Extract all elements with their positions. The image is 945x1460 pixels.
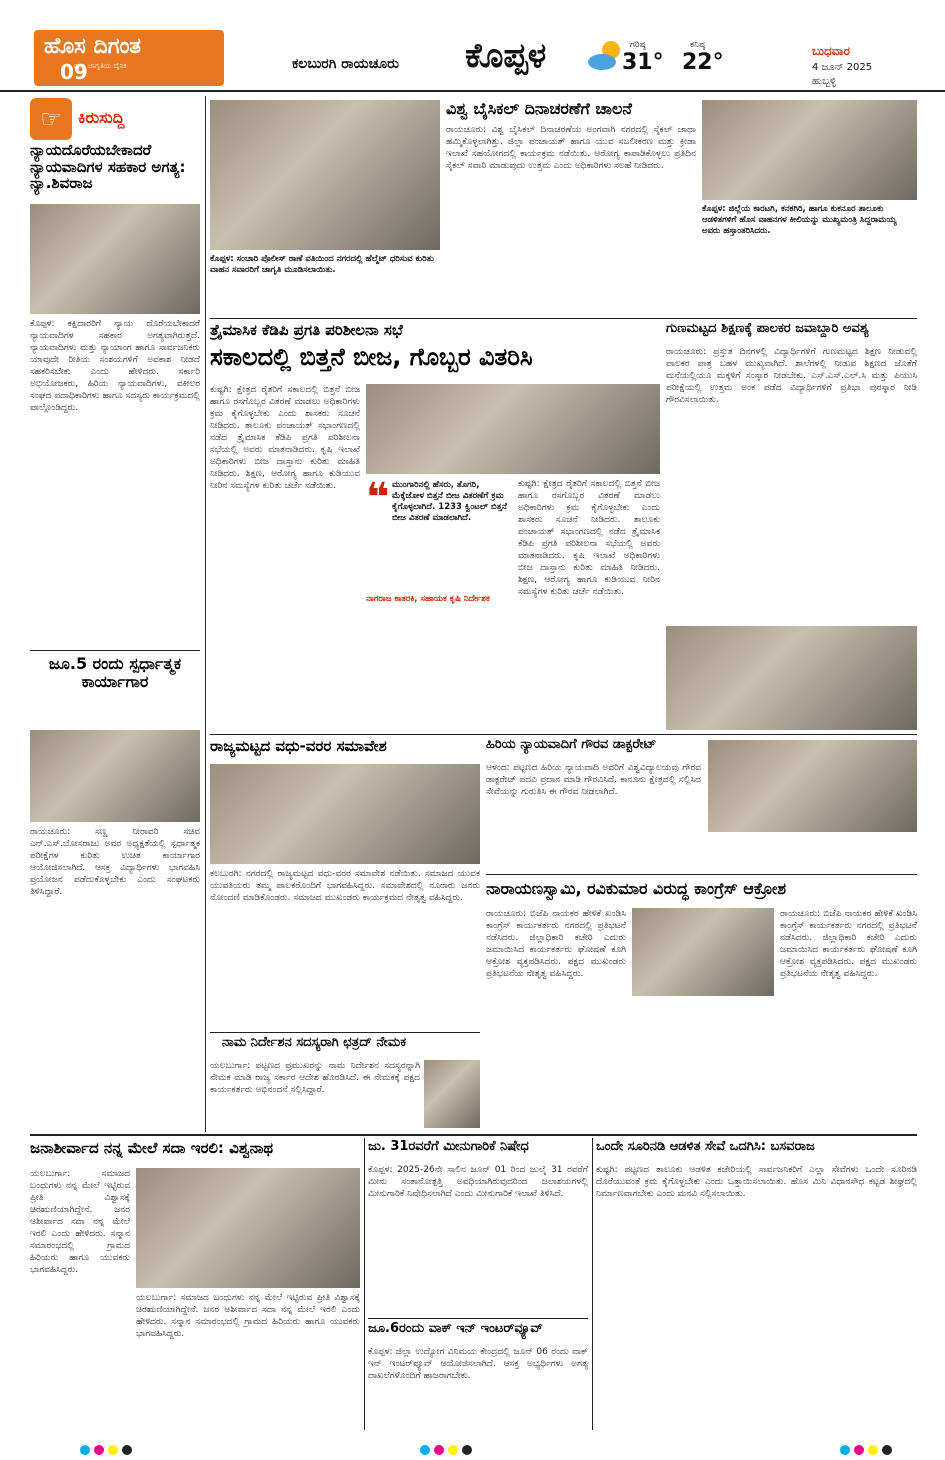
column-rule [205, 96, 206, 1132]
column-rule [592, 1138, 593, 1430]
admin-service-body: ಕುಷ್ಟಗಿ: ಪಟ್ಟಣದ ತಾಲೂಕು ಆಡಳಿತ ಕಚೇರಿಯಲ್ಲಿ ಸಾರ್ವಜನಿಕರಿಗೆ ಎಲ್ಲಾ ಸೇವೆಗಳು ಒಂದೇ ಸೂರಿನಡಿ ದೊರೆಯುವಂತೆ ಕ್ರಮ ಕೈಗೊಳ್ಳಬೇಕು ಎಂದು ಒತ್ತಾಯಿಸಲಾಯಿತು. ಹೊಸ ಮಿನಿ ವಿಧಾನಸೌಧ ಕಟ್ಟಡ ಶೀಘ್ರದಲ್ಲಿ ನಿರ್ಮಾಣವಾಗಬೇಕು ಎಂದು ಮನವಿ ಸಲ್ಲಿಸಲಾಯಿತು. [596, 1165, 917, 1199]
temp-max: 31° [622, 50, 664, 75]
vehicle-handover-photo [702, 100, 917, 200]
felicitation-event-photo [136, 1168, 360, 1288]
walkin-headline: ಜೂ.6ರಂದು ವಾಕ್ ಇನ್ ಇಂಟರ್‌ವ್ಯೂವ್ [368, 1322, 543, 1336]
fishing-ban-headline: ಜು. 31ರವರೆಗೆ ಮೀನುಗಾರಿಕೆ ನಿಷೇಧ [368, 1140, 529, 1154]
cycle-day-headline: ವಿಶ್ವ ಬೈಸಿಕಲ್ ದಿನಾಚರಣೆಗೆ ಚಾಲನೆ [446, 100, 632, 118]
admin-service-headline: ಒಂದೇ ಸೂರಿನಡಿ ಆಡಳಿತ ಸೇವೆ ಒದಗಿಸಿ: ಬಸವರಾಜ [596, 1140, 815, 1154]
print-registration-marks [840, 1440, 896, 1459]
main-body-col2: ಕುಷ್ಟಗಿ: ಕ್ಷೇತ್ರದ ರೈತರಿಗೆ ಸಕಾಲದಲ್ಲಿ ಬಿತ್ತನೆ ಬೀಜ ಹಾಗೂ ರಸಗೊಬ್ಬರ ವಿತರಣೆ ಮಾಡಲು ಅಧಿಕಾರಿಗಳು ಕ್ರಮ ಕೈಗೊಳ್ಳಬೇಕು ಎಂದು ಶಾಸಕರು ಸೂಚನೆ ನೀಡಿದರು. ತಾಲೂಕು ಪಂಚಾಯತ್ ಸಭಾಂಗಣದಲ್ಲಿ ನಡೆದ ತ್ರೈಮಾಸಿಕ ಕೆಡಿಪಿ ಪ್ರಗತಿ ಪರಿಶೀಲನಾ ಸಭೆಯಲ್ಲಿ ಅವರು ಮಾತನಾಡಿದರು. ಕೃಷಿ ಇಲಾಖೆ ಅಧಿಕಾರಿಗಳು ಬೀಜ ದಾಸ್ತಾನು ಕುರಿತು ಮಾಹಿತಿ ನೀಡಿದರು. ಶಿಕ್ಷಣ, ಆರೋಗ್ಯ ಹಾಗೂ ಕುಡಿಯುವ ನೀರಿನ ಸಮಸ್ಯೆಗಳ ಕುರಿತು ಚರ್ಚೆ ನಡೆಯಿತು. [518, 479, 660, 597]
main-quote-by: ನಾಗರಾಜ ಕಾತರಕಿ, ಸಹಾಯಕ ಕೃಷಿ ನಿರ್ದೇಶಕ [366, 594, 490, 604]
divider [486, 874, 917, 875]
main-quote: ಮುಂಗಾರಿನಲ್ಲಿ ಹೆಸರು, ತೊಗರಿ, ಮೆಕ್ಕೆಜೋಳ ಬಿತ್ತನೆ ಬೀಜ ವಿತರಣೆಗೆ ಕ್ರಮ ಕೈಗೊಳ್ಳಲಾಗಿದೆ. 1233 ಕ್ವಿಂಟಲ್ ಬಿತ್ತನೆ ಬೀಜ ವಿತರಣೆ ಮಾಡಲಾಗಿದೆ. [392, 480, 507, 523]
partly-cloudy-icon [585, 38, 625, 72]
doctorate-headline: ಹಿರಿಯ ನ್ಯಾಯವಾದಿಗೆ ಗೌರವ ಡಾಕ್ಟರೇಟ್ [486, 738, 657, 752]
edition-cities: ಕಲಬುರಗಿ ರಾಯಚೂರು [292, 56, 399, 72]
main-body-col1: ಕುಷ್ಟಗಿ: ಕ್ಷೇತ್ರದ ರೈತರಿಗೆ ಸಕಾಲದಲ್ಲಿ ಬಿತ್ತನೆ ಬೀಜ ಹಾಗೂ ರಸಗೊಬ್ಬರ ವಿತರಣೆ ಮಾಡಲು ಅಧಿಕಾರಿಗಳು ಕ್ರಮ ಕೈಗೊಳ್ಳಬೇಕು ಎಂದು ಶಾಸಕರು ಸೂಚನೆ ನೀಡಿದರು. ತಾಲೂಕು ಪಂಚಾಯತ್ ಸಭಾಂಗಣದಲ್ಲಿ ನಡೆದ ತ್ರೈಮಾಸಿಕ ಕೆಡಿಪಿ ಪ್ರಗತಿ ಪರಿಶೀಲನಾ ಸಭೆಯಲ್ಲಿ ಅವರು ಮಾತನಾಡಿದರು. ಕೃಷಿ ಇಲಾಖೆ ಅಧಿಕಾರಿಗಳು ಬೀಜ ದಾಸ್ತಾನು ಕುರಿತು ಮಾಹಿತಿ ನೀಡಿದರು. ಶಿಕ್ಷಣ, ಆರೋಗ್ಯ ಹಾಗೂ ಕುಡಿಯುವ ನೀರಿನ ಸಮಸ್ಯೆಗಳ ಕುರಿತು ಚರ್ಚೆ ನಡೆಯಿತು. [210, 385, 360, 491]
kdp-meeting-photo [366, 384, 660, 474]
quote-icon: ❝ [366, 475, 390, 521]
print-registration-marks [80, 1440, 136, 1459]
education-headline: ಗುಣಮಟ್ಟದ ಶಿಕ್ಷಣಕ್ಕೆ ಪಾಲಕರ ಜವಾಬ್ದಾರಿ ಅವಶ್ಯ [666, 322, 869, 336]
blessing-body-col1: ಯಲಬುರ್ಗಾ: ಸಮಾಜದ ಬಂಧುಗಳು ನನ್ನ ಮೇಲೆ ಇಟ್ಟಿರುವ ಪ್ರೀತಿ ವಿಶ್ವಾಸಕ್ಕೆ ಚಿರಋಣಿಯಾಗಿದ್ದೇನೆ. ಜನರ ಆಶೀರ್ವಾದ ಸದಾ ನನ್ನ ಮೇಲೆ ಇರಲಿ ಎಂದು ಹೇಳಿದರು. ಸನ್ಮಾನ ಸಮಾರಂಭದಲ್ಲಿ ಗ್ರಾಮದ ಹಿರಿಯರು ಹಾಗೂ ಯುವಕರು ಭಾಗವಹಿಸಿದ್ದರು. [30, 1169, 130, 1275]
cycle-day-body: ರಾಯಚೂರು: ವಿಶ್ವ ಬೈಸಿಕಲ್ ದಿನಾಚರಣೆಯ ಅಂಗವಾಗಿ ನಗರದಲ್ಲಿ ಸೈಕಲ್ ಜಾಥಾ ಹಮ್ಮಿಕೊಳ್ಳಲಾಗಿತ್ತು. ಜಿಲ್ಲಾ ಪಂಚಾಯತ್ ಹಾಗೂ ಯುವ ಸಬಲೀಕರಣ ಮತ್ತು ಕ್ರೀಡಾ ಇಲಾಖೆ ಸಹಯೋಗದಲ್ಲಿ ಕಾರ್ಯಕ್ರಮ ನಡೆಯಿತು. ಆರೋಗ್ಯ ಕಾಪಾಡಿಕೊಳ್ಳಲು ಪ್ರತಿದಿನ ಸೈಕಲ್ ಸವಾರಿ ಮಾಡುವುದು ಉತ್ತಮ ಎಂದು ಅಧಿಕಾರಿಗಳು ಸಲಹೆ ನೀಡಿದರು. [446, 125, 696, 171]
main-kicker: ತ್ರೈಮಾಸಿಕ ಕೆಡಿಪಿ ಪ್ರಗತಿ ಪರಿಶೀಲನಾ ಸಭೆ [210, 322, 403, 339]
walkin-body: ಕೊಪ್ಪಳ: ಜಿಲ್ಲಾ ಉದ್ಯೋಗ ವಿನಿಮಯ ಕೇಂದ್ರದಲ್ಲಿ ಜೂನ್ 06 ರಂದು ವಾಕ್ ಇನ್ ಇಂಟರ್‌ವ್ಯೂವ್ ಆಯೋಜಿಸಲಾಗಿದೆ. ಆಸಕ್ತ ಅಭ್ಯರ್ಥಿಗಳು ಅಗತ್ಯ ದಾಖಲೆಗಳೊಂದಿಗೆ ಹಾಜರಾಗಬೇಕು. [368, 1347, 588, 1381]
blessing-body-col2: ಯಲಬುರ್ಗಾ: ಸಮಾಜದ ಬಂಧುಗಳು ನನ್ನ ಮೇಲೆ ಇಟ್ಟಿರುವ ಪ್ರೀತಿ ವಿಶ್ವಾಸಕ್ಕೆ ಚಿರಋಣಿಯಾಗಿದ್ದೇನೆ. ಜನರ ಆಶೀರ್ವಾದ ಸದಾ ನನ್ನ ಮೇಲೆ ಇರಲಿ ಎಂದು ಹೇಳಿದರು. ಸನ್ಮಾನ ಸಮಾರಂಭದಲ್ಲಿ ಗ್ರಾಮದ ಹಿರಿಯರು ಹಾಗೂ ಯುವಕರು ಭಾಗವಹಿಸಿದ್ದರು. [136, 1293, 360, 1339]
left-story1-headline: ನ್ಯಾಯದೊರೆಯಬೇಕಾದರೆ ನ್ಯಾಯವಾದಿಗಳ ಸಹಕಾರ ಅಗತ್ಯ: ನ್ಯಾ.ಶಿವರಾಜ [30, 142, 186, 192]
left-story1-body: ಕೊಪ್ಪಳ: ಕಕ್ಷಿದಾರರಿಗೆ ನ್ಯಾಯ ದೊರೆಯಬೇಕಾದರೆ ನ್ಯಾಯವಾದಿಗಳ ಸಹಕಾರ ಅಗತ್ಯವಾಗಿರುತ್ತದೆ. ನ್ಯಾಯವಾದಿಗಳು ಮತ್ತು ನ್ಯಾಯಾಂಗ ಹಾಗೂ ಸಾರ್ವಜನಿಕರು ಯಾವುದೇ ರೀತಿಯ ಸಂಶಯಗಳಿಗೆ ಅವಕಾಶ ನೀಡದೆ ಸಹಕರಿಸಬೇಕು ಎಂದು ಹೇಳಿದರು. ಸರ್ಕಾರಿ ಅಭಿಯೋಜಕರು, ಹಿರಿಯ ನ್ಯಾಯವಾದಿಗಳು, ವಕೀಲರ ಸಂಘದ ಪದಾಧಿಕಾರಿಗಳು ಹಾಗೂ ಸದಸ್ಯರು ಕಾರ್ಯಕ್ರಮದಲ್ಲಿ ಪಾಲ್ಗೊಂಡಿದ್ದರು. [30, 319, 200, 413]
left-story2-body: ರಾಯಚೂರು: ಸಣ್ಣ ನೀರಾವರಿ ಸಚಿವ ಎನ್.ಎಸ್.ಬೋಸರಾಜು ಅವರ ಅಧ್ಯಕ್ಷತೆಯಲ್ಲಿ ಸ್ಪರ್ಧಾತ್ಮಕ ಪರೀಕ್ಷೆಗಳ ಕುರಿತು ಉಚಿತ ಕಾರ್ಯಾಗಾರ ಆಯೋಜಿಸಲಾಗಿದೆ. ಆಸಕ್ತ ವಿದ್ಯಾರ್ಥಿಗಳು ಭಾಗವಹಿಸಿ ಪ್ರಯೋಜನ ಪಡೆದುಕೊಳ್ಳಬೇಕು ಎಂದು ಸಂಘಟಕರು ತಿಳಿಸಿದ್ದಾರೆ. [30, 827, 200, 897]
kiru-suddi-header [30, 98, 190, 140]
felicitation-photo [666, 626, 917, 730]
day: ಬುಧವಾರ [812, 44, 850, 58]
vehicle-caption: ಕೊಪ್ಪಳ: ಜಿಲ್ಲೆಯ ಕಾರಟಗಿ, ಕನಕಗಿರಿ, ಹಾಗೂ ಕುಕನೂರ ತಾಲೂಕು ಆಡಳಿತಗಳಿಗೆ ಹೊಸ ವಾಹನಗಳ ಕೀಲಿಯನ್ನು ಮುಖ್ಯಮಂತ್ರಿ ಸಿದ್ದರಾಮಯ್ಯ ಅವರು ಹಸ್ತಾಂತರಿಸಿದರು. [702, 204, 897, 236]
nomination-body: ಯಲಬುರ್ಗಾ: ಪಟ್ಟಣದ ಪ್ರಮುಖರನ್ನು ನಾಮ ನಿರ್ದೇಶನ ಸದಸ್ಯರನ್ನಾಗಿ ನೇಮಕ ಮಾಡಿ ರಾಜ್ಯ ಸರ್ಕಾರ ಆದೇಶ ಹೊರಡಿಸಿದೆ. ಈ ನೇಮಕಕ್ಕೆ ಪಕ್ಷದ ಕಾರ್ಯಕರ್ತರು ಅಭಿನಂದನೆ ಸಲ್ಲಿಸಿದ್ದಾರೆ. [210, 1061, 420, 1095]
temp-min: 22° [682, 50, 724, 75]
hand-pointing-icon: ☞ [30, 98, 72, 140]
divider [30, 1134, 917, 1136]
blessing-headline: ಜನಾಶೀರ್ವಾದ ನನ್ನ ಮೇಲೆ ಸದಾ ಇರಲಿ: ವಿಶ್ವನಾಥ [30, 1140, 274, 1157]
protest-headline: ನಾರಾಯಣಸ್ವಾಮಿ, ರವಿಕುಮಾರ ವಿರುದ್ಧ ಕಾಂಗ್ರೆಸ್ ಆಕ್ರೋಶ [486, 880, 786, 898]
divider [210, 1032, 480, 1033]
left-story1-photo [30, 204, 200, 314]
protest-photo [632, 908, 774, 996]
page-number: 09 [60, 60, 88, 84]
main-headline: ಸಕಾಲದಲ್ಲಿ ಬಿತ್ತನೆ ಬೀಜ, ಗೊಬ್ಬರ ವಿತರಿಸಿ [210, 344, 533, 371]
wedding-meet-headline: ರಾಜ್ಯಮಟ್ಟದ ವಧು-ವರರ ಸಮಾವೇಶ [210, 738, 387, 755]
wedding-meet-photo [210, 764, 480, 864]
temp-max-label: ಗರಿಷ್ಠ [630, 40, 646, 50]
print-registration-marks [420, 1440, 476, 1459]
logo-tagline: ರಾಷ್ಟ್ರ ಜಾಗೃತಿಯ ದೈನಿಕ [74, 62, 127, 70]
nominee-portrait [424, 1060, 480, 1128]
logo-text: ಹೊಸ ದಿಗಂತ [44, 34, 142, 59]
fishing-ban-body: ಕೊಪ್ಪಳ: 2025-26ನೇ ಸಾಲಿನ ಜೂನ್ 01 ರಿಂದ ಜುಲೈ 31 ರವರೆಗೆ ಮೀನು ಸಂತಾನೋತ್ಪತ್ತಿ ಅವಧಿಯಾಗಿರುವುದರಿಂದ ಜಲಾಶಯಗಳಲ್ಲಿ ಮೀನುಗಾರಿಕೆ ನಿಷೇಧಿಸಲಾಗಿದೆ ಎಂದು ಮೀನುಗಾರಿಕೆ ಇಲಾಖೆ ತಿಳಿಸಿದೆ. [368, 1165, 588, 1199]
helmet-awareness-photo [210, 100, 440, 250]
temp-min-label: ಕನಿಷ್ಠ [690, 40, 706, 50]
education-body: ರಾಯಚೂರು: ಪ್ರಸ್ತುತ ದಿನಗಳಲ್ಲಿ ವಿದ್ಯಾರ್ಥಿಗಳಿಗೆ ಗುಣಮಟ್ಟದ ಶಿಕ್ಷಣ ನೀಡುವಲ್ಲಿ ಪಾಲಕರ ಪಾತ್ರ ಬಹಳ ಮುಖ್ಯವಾಗಿದೆ. ಶಾಲೆಗಳಲ್ಲಿ ನೀಡುವ ಶಿಕ್ಷಣದ ಜೊತೆಗೆ ಮನೆಯಲ್ಲಿಯೂ ಮಕ್ಕಳಿಗೆ ಸಂಸ್ಕಾರ ನೀಡಬೇಕು. ಎಸ್.ಎಸ್.ಎಲ್.ಸಿ ಮತ್ತು ಪಿಯುಸಿ ಪರೀಕ್ಷೆಯಲ್ಲಿ ಉತ್ತಮ ಅಂಕ ಪಡೆದ ವಿದ್ಯಾರ್ಥಿಗಳಿಗೆ ಪ್ರತಿಭಾ ಪುರಸ್ಕಾರ ನೀಡಿ ಗೌರವಿಸಲಾಯಿತು. [666, 347, 917, 405]
divider [30, 650, 200, 651]
doctorate-photo [708, 740, 917, 832]
edition-city: ಕೊಪ್ಪಳ [465, 36, 547, 76]
wedding-meet-body: ಕಲಬುರಗಿ: ನಗರದಲ್ಲಿ ರಾಜ್ಯಮಟ್ಟದ ವಧು-ವರರ ಸಮಾವೇಶ ನಡೆಯಿತು. ಸಮಾಜದ ಯುವಕ ಯುವತಿಯರು ತಮ್ಮ ಪಾಲಕರೊಂದಿಗೆ ಭಾಗವಹಿಸಿದ್ದರು. ಸಮಾವೇಶದಲ್ಲಿ ನೂರಾರು ಜನರು ನೋಂದಣಿ ಮಾಡಿಕೊಂಡರು. ಸಮಾಜದ ಮುಖಂಡರು ಕಾರ್ಯಕ್ರಮದ ನೇತೃತ್ವ ವಹಿಸಿದ್ದರು. [210, 869, 480, 903]
masthead [0, 0, 945, 92]
protest-body-col1: ರಾಯಚೂರು: ಬಿಜೆಪಿ ನಾಯಕರ ಹೇಳಿಕೆ ಖಂಡಿಸಿ ಕಾಂಗ್ರೆಸ್ ಕಾರ್ಯಕರ್ತರು ನಗರದಲ್ಲಿ ಪ್ರತಿಭಟನೆ ನಡೆಸಿದರು. ಜಿಲ್ಲಾಧಿಕಾರಿ ಕಚೇರಿ ಎದುರು ಜಮಾಯಿಸಿದ ಕಾರ್ಯಕರ್ತರು ಘೋಷಣೆ ಕೂಗಿ ಆಕ್ರೋಶ ವ್ಯಕ್ತಪಡಿಸಿದರು. ಪಕ್ಷದ ಮುಖಂಡರು ಪ್ರತಿಭಟನೆಯ ನೇತೃತ್ವ ವಹಿಸಿದ್ದರು. [486, 909, 626, 979]
left-story2-photo [30, 730, 200, 822]
left-story2-headline: ಜೂ.5 ರಂದು ಸ್ಪರ್ಧಾತ್ಮಕ ಕಾರ್ಯಾಗಾರ [48, 655, 182, 691]
divider [210, 318, 917, 319]
nomination-headline: ನಾಮ ನಿರ್ದೇಶನ ಸದಸ್ಯರಾಗಿ ಛತ್ರದ್ ನೇಮಕ [222, 1036, 407, 1050]
kiru-suddi-label: ಕಿರುಸುದ್ದಿ [78, 108, 125, 127]
divider [210, 734, 917, 735]
protest-body-col2: ರಾಯಚೂರು: ಬಿಜೆಪಿ ನಾಯಕರ ಹೇಳಿಕೆ ಖಂಡಿಸಿ ಕಾಂಗ್ರೆಸ್ ಕಾರ್ಯಕರ್ತರು ನಗರದಲ್ಲಿ ಪ್ರತಿಭಟನೆ ನಡೆಸಿದರು. ಜಿಲ್ಲಾಧಿಕಾರಿ ಕಚೇರಿ ಎದುರು ಜಮಾಯಿಸಿದ ಕಾರ್ಯಕರ್ತರು ಘೋಷಣೆ ಕೂಗಿ ಆಕ್ರೋಶ ವ್ಯಕ್ತಪಡಿಸಿದರು. ಪಕ್ಷದ ಮುಖಂಡರು ಪ್ರತಿಭಟನೆಯ ನೇತೃತ್ವ ವಹಿಸಿದ್ದರು. [780, 909, 917, 979]
divider [368, 1318, 588, 1319]
date: 4 ಜೂನ್ 2025 [812, 62, 873, 73]
column-rule [364, 1138, 365, 1430]
doctorate-body: ಆಳಂದ: ಪಟ್ಟಣದ ಹಿರಿಯ ನ್ಯಾಯವಾದಿ ಅವರಿಗೆ ವಿಶ್ವವಿದ್ಯಾಲಯವು ಗೌರವ ಡಾಕ್ಟರೇಟ್ ಪದವಿ ಪ್ರದಾನ ಮಾಡಿ ಗೌರವಿಸಿದೆ. ಕಾನೂನು ಕ್ಷೇತ್ರದಲ್ಲಿ ಸಲ್ಲಿಸಿದ ಸೇವೆಯನ್ನು ಗುರುತಿಸಿ ಈ ಗೌರವ ನೀಡಲಾಗಿದೆ. [486, 763, 701, 797]
place: ಹುಬ್ಬಳ್ಳಿ [812, 76, 837, 87]
helmet-caption: ಕೊಪ್ಪಳ: ಸಂಚಾರಿ ಪೊಲೀಸ್ ಠಾಣೆ ವತಿಯಿಂದ ನಗರದಲ್ಲಿ ಹೆಲ್ಮೆಟ್ ಧರಿಸುವ ಕುರಿತು ವಾಹನ ಸವಾರರಿಗೆ ಜಾಗೃತಿ ಮೂಡಿಸಲಾಯಿತು. [210, 254, 434, 275]
